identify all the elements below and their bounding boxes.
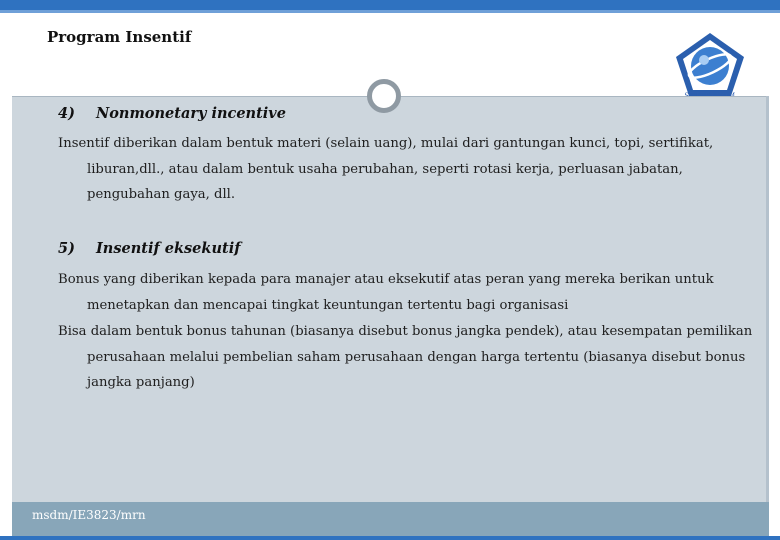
ring-ornament (367, 79, 401, 113)
slide-title: Program Insentif (47, 28, 192, 46)
top-accent-bar (0, 0, 780, 10)
section-4-paragraph: Insentif diberikan dalam bentuk materi (selain uang), mulai dari gantungan kunci, topi, sertifikat, liburan,dll., atau dalam bentuk usaha perubahan, seperti rotasi kerja, perluasan jabatan, pengubahan gaya, dll. (58, 136, 714, 202)
section-4-number: 4) (58, 105, 75, 122)
top-accent-shade (0, 10, 780, 13)
section-5-heading-text: Insentif eksekutif (96, 240, 241, 257)
section-4-heading (58, 105, 286, 122)
section-5-number: 5) (58, 240, 75, 257)
section-5-paragraph-1: Bonus yang diberikan kepada para manajer atau eksekutif atas peran yang mereka berikan untuk menetapkan dan mencapai tingkat keuntungan tertentu bagi organisasi (58, 272, 714, 313)
content-panel-edge (766, 96, 769, 538)
section-5-heading (58, 240, 240, 257)
footer-course-code: msdm/IE3823/mrn (32, 508, 146, 522)
section-4-heading-text: Nonmonetary incentive (96, 105, 286, 122)
section-5-paragraph-2: Bisa dalam bentuk bonus tahunan (biasanya disebut bonus jangka pendek), atau kesempatan pemilikan perusahaan melalui pembelian saham perusahaan dengan harga tertentu (biasanya disebut bonus jangka panjang) (58, 324, 753, 390)
bottom-accent-strip (0, 536, 780, 540)
